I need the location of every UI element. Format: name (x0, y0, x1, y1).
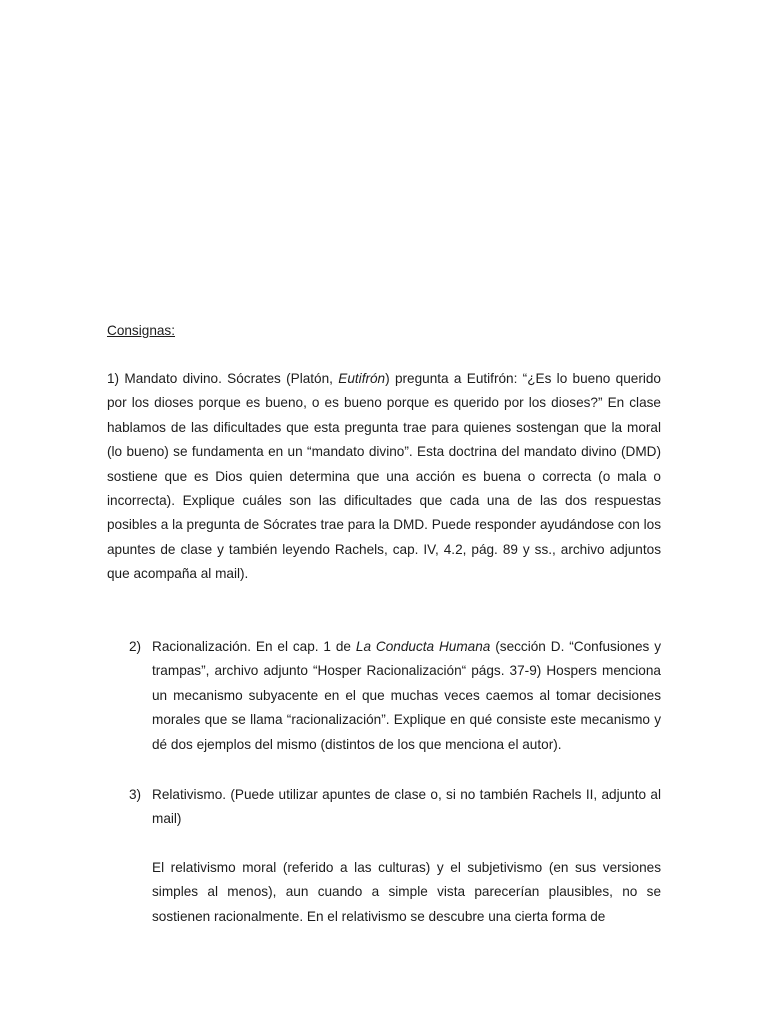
item-2-italic-title: La Conducta Humana (355, 639, 491, 654)
consignas-heading: Consignas: (107, 323, 176, 338)
item-2-paragraph (152, 635, 661, 757)
item-3-paragraph: Relativismo. (Puede utilizar apuntes de clase o, si no también Rachels II, adjunto al mail) (152, 787, 661, 827)
item-2 (129, 635, 661, 757)
item-1-text-start: 1) Mandato divino. Sócrates (Platón, (107, 371, 339, 386)
item-2-text-rest: (sección D. “Confusiones y trampas”, archivo adjunto “Hosper Racionalización“ págs. 37-9) Hospers menciona un mecanismo subyacente en el que muchas veces caemos al tomar decisiones morales que se llama “racionalización”. Explique en qué consiste este mecanismo y dé dos ejemplos del mismo (distintos de los que menciona el autor). (152, 639, 662, 752)
item-2-number: 2) (129, 639, 142, 654)
item-3-sub-paragraph: El relativismo moral (referido a las culturas) y el subjetivismo (en sus versiones simples al menos), aun cuando a simple vista parecerían plausibles, no se sostienen racionalmente. En el relativismo se descubre una cierta forma de (152, 860, 661, 924)
item-1-paragraph (107, 367, 661, 587)
item-3-number: 3) (129, 787, 142, 802)
item-1-text-rest: ) pregunta a Eutifrón: “¿Es lo bueno querido por los dioses porque es bueno, o es bueno porque es querido por los dioses?” En clase hablamos de las dificultades que esta pregunta trae para quienes sostengan que la moral (lo bueno) se fundamenta en un “mandato divino”. Esta doctrina del mandato divino (DMD) sostiene que es Dios quien determina que una acción es buena o correcta (o mala o incorrecta). Explique cuáles son las dificultades que cada una de las dos respuestas posibles a la pregunta de Sócrates trae para la DMD. Puede responder ayudándose con los apuntes de clase y también leyendo Rachels, cap. IV, 4.2, pág. 89 y ss., archivo adjuntos que acompaña al mail). (107, 371, 661, 582)
item-2-text-start: Racionalización. En el cap. 1 de (152, 639, 356, 654)
item-1-italic-title: Eutifrón (338, 371, 386, 386)
item-3 (129, 783, 661, 832)
